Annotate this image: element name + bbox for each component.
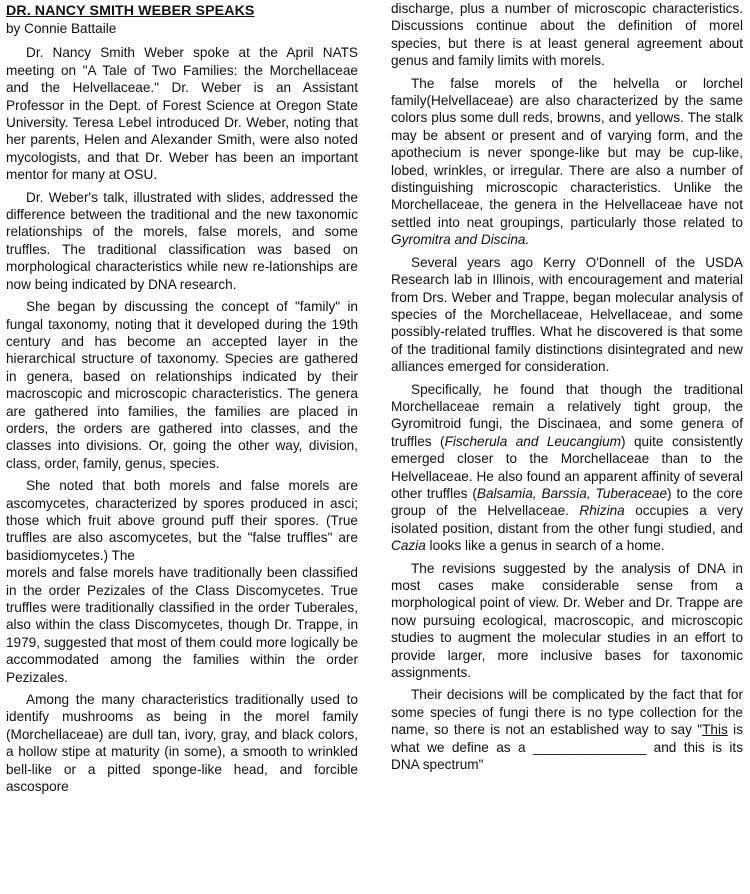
paragraph-intro: Dr. Nancy Smith Weber spoke at the April NATS meeting on "A Tale of Two Families: the Morchellaceae and the Helvellaceae." Dr. Weber is an Assistant Professor in the Dept. of Forest Science at Oregon State University. Teresa Lebel introduced Dr. Weber, noting that her parents, Helen and Alexander Smith, were also noted mycologists, and that Dr. Weber has been an important mentor for many at OSU. xyxy=(6,45,358,183)
genus-name-rhizina: Rhizina xyxy=(579,503,625,519)
paragraph-morel-characteristics: Among the many characteristics traditionally used to identify mushrooms as being in the morel family (Morchellaceae) are dull tan, ivory, gray, and black colors, a hollow stipe at maturity (in some), a smooth to wrinkled bell-like or a pitted sponge-like head, and forcible ascospore xyxy=(6,692,358,795)
decisions-text-a: Their decisions will be complicated by the fact that for some species of fungi there is no type collection for the name, so there is not an established way to say " xyxy=(391,687,743,738)
paragraph-decisions xyxy=(391,686,743,773)
paragraph-false-morels-text: The false morels of the helvella or lorchel family(Helvellaceae) are also characterized by the same colors plus some dull reds, browns, and yellows. The stalk may be absent or present and of varying form, and the apothecium is never sponge-like but may be cup-like, lobed, wrinkles, or irregular. There are also a number of distinguishing microscopic characteristics. Unlike the Morchellaceae, the genera in the Helvellaceae have not settled into neat groupings, particularly those related to xyxy=(391,75,743,230)
article-title: DR. NANCY SMITH WEBER SPEAKS xyxy=(6,3,255,19)
paragraph-findings xyxy=(391,381,743,555)
findings-text-a: Specifically, he found that though the traditional Morchellaceae remain a relatively tight group, the Gyromitroid fungi, the Discinaea, and some genera of truffles ( xyxy=(391,381,743,449)
decisions-text-b: is what we define as a _______________ and this is its DNA spectrum" xyxy=(391,722,743,773)
paragraph-family-concept: She began by discussing the concept of "family" in fungal taxonomy, noting that it developed during the 19th century and has become an accepted layer in the hierarchical structure of taxonomy. Species are gathered in genera, based on relationships indicated by their macroscopic and microscopic characteristics. The genera are gathered into families, the families are placed in orders, the orders are gathered into classes, and the classes into divisions. Or, going the other way, division, class, order, family, genus, species. xyxy=(6,299,358,471)
paragraph-ascomycetes-text: She noted that both morels and false morels are ascomycetes, characterized by spores produced in asci; those which fruit above ground puff their spores. (True truffles are also ascomycetes, but the "false truffles" are basidiomycetes.) xyxy=(6,478,358,563)
underlined-word-this: This xyxy=(702,722,728,738)
genus-name-cazia: Cazia xyxy=(391,538,426,554)
paragraph-ascomycetes xyxy=(6,477,358,564)
paragraph-false-morels xyxy=(391,75,743,249)
findings-text-c: ) to the core group of the Helvellaceae. xyxy=(391,485,743,519)
right-column xyxy=(391,0,743,778)
paragraph-molecular-analysis: Several years ago Kerry O'Donnell of the USDA Research lab in Illinois, with encouragement and material from Drs. Weber and Trappe, began molecular analysis of species of the Morchellaceae, Helvellaceae, and some possibly-related truffles. What he discovered is that some of the traditional family distinctions disintegrated and new alliances emerged for consideration. xyxy=(391,254,743,375)
article-byline: by Connie Battaile xyxy=(6,21,117,36)
paragraph-morel-characteristics-continued: discharge, plus a number of microscopic characteristics. Discussions continue about the definition of morel species, but there is at least general agreement about genus and family limits with morels. xyxy=(391,1,743,69)
left-column xyxy=(6,2,358,800)
genus-names-fischerula-leucangium: Fischerula and Leucangium xyxy=(444,433,621,449)
paragraph-ascomycetes-end-word: The xyxy=(111,547,135,563)
findings-text-e: looks like a genus in search of a home. xyxy=(429,538,665,554)
findings-text-d: occupies a very isolated position, distant from the other fungi studied, and xyxy=(391,503,743,536)
paragraph-classification: morels and false morels have traditionally been classified in the order Pezizales of the Class Discomycetes. True truffles were traditionally classified in the order Tuberales, also within the class Discomycetes, though Dr. Trappe, in 1979, suggested that most of them could more logically be accommodated among the families within the order Pezizales. xyxy=(6,565,358,685)
paragraph-revisions: The revisions suggested by the analysis of DNA in most cases make considerable sense from a morphological point of view. Dr. Weber and Dr. Trappe are now pursuing ecological, macroscopic, and microscopic studies to augment the molecular studies in an effort to provide larger, more inclusive bases for taxonomic assignments. xyxy=(391,560,743,681)
paragraph-talk-summary: Dr. Weber's talk, illustrated with slides, addressed the difference between the traditional and the new taxonomic relationships of the morels, false morels, and some truffles. The traditional classification was based on morphological characteristics while new re-lationships are now being indicated by DNA research. xyxy=(6,189,358,292)
findings-text-b: ) quite consistently emerged closer to the Morchellaceae than to the Helvellaceae. He also found an apparent affinity of several other truffles ( xyxy=(391,433,743,501)
genus-names-gyromitra-discina: Gyromitra and Discina. xyxy=(391,232,530,248)
genus-names-balsamia-barssia-tuberaceae: Balsamia, Barssia, Tuberaceae xyxy=(476,485,668,501)
